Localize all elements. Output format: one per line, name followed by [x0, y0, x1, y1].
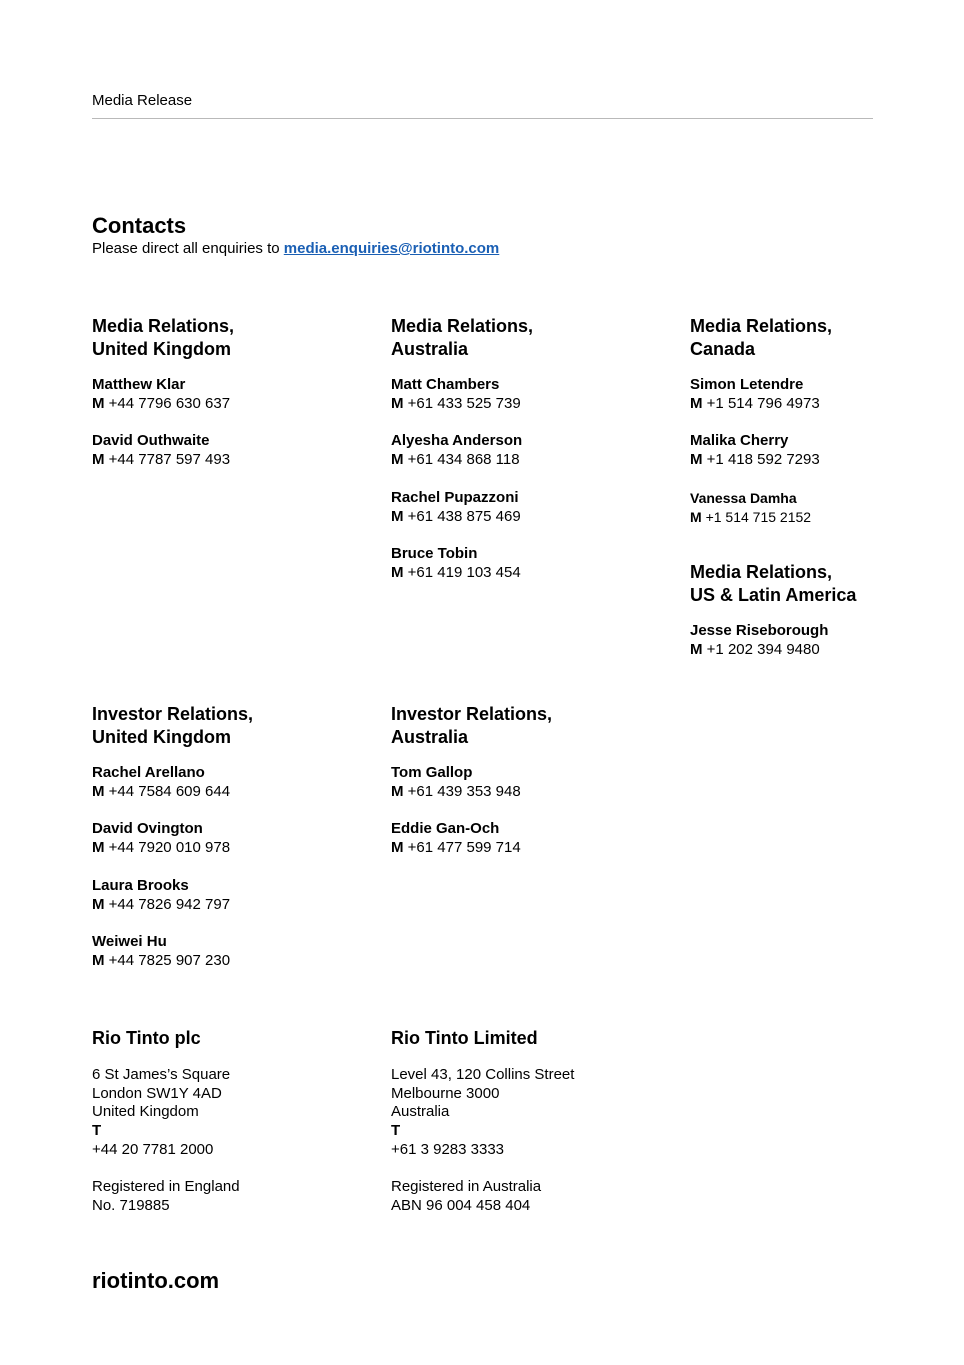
registration-line: No. 719885 — [92, 1196, 170, 1214]
section-heading-line: United Kingdom — [92, 338, 231, 359]
contact-name: Rachel Pupazzoni — [391, 488, 519, 506]
contact-phone — [690, 451, 950, 470]
contact-phone — [92, 952, 352, 971]
contact-phone — [391, 508, 651, 527]
contact-name: Tom Gallop — [391, 764, 473, 781]
contact-phone-number: +44 7920 010 978 — [108, 839, 231, 857]
address-line: Melbourne 3000 — [391, 1084, 500, 1102]
contacts-intro — [92, 240, 499, 258]
contact-name: David Outhwaite — [92, 432, 210, 450]
contact-phone — [391, 395, 651, 414]
investor-relations-australia-section — [391, 703, 651, 877]
contact-phone-number: +61 434 868 118 — [407, 451, 520, 469]
contact-phone — [92, 395, 352, 414]
contact-phone — [92, 451, 352, 470]
contact-person — [391, 764, 651, 801]
section-heading — [690, 315, 950, 360]
mobile-label: M — [92, 782, 105, 800]
contact-person — [92, 432, 352, 469]
contact-person — [391, 489, 651, 526]
footer-website: riotinto.com — [92, 1268, 220, 1293]
address-line: Level 43, 120 Collins Street — [391, 1066, 575, 1083]
contact-phone-number: +44 7584 609 644 — [108, 782, 231, 800]
contact-person — [92, 933, 352, 970]
contact-phone — [690, 395, 950, 414]
contact-name: Jesse Riseborough — [690, 622, 829, 639]
address-line: United Kingdom — [92, 1103, 199, 1121]
contact-name: Matthew Klar — [92, 376, 186, 393]
contact-name: Matt Chambers — [391, 376, 500, 393]
contact-person — [92, 376, 352, 413]
contact-name: Bruce Tobin — [391, 545, 478, 563]
contact-person — [92, 820, 352, 857]
mobile-label: M — [92, 951, 105, 969]
mobile-label: M — [391, 507, 404, 525]
company-telephone — [391, 1122, 651, 1159]
section-heading-line: Investor Relations, — [391, 704, 553, 724]
section-heading-line: United Kingdom — [92, 726, 231, 747]
registration-line: Registered in Australia — [391, 1178, 542, 1196]
media-relations-us-latam-section — [690, 561, 950, 678]
section-heading — [92, 315, 352, 360]
contact-phone-number: +44 7796 630 637 — [108, 394, 231, 412]
contact-phone — [92, 783, 352, 802]
header-label: Media Release — [92, 92, 193, 109]
section-heading — [92, 703, 352, 748]
address-line: Australia — [391, 1103, 450, 1121]
company-address — [391, 1066, 651, 1216]
media-email-link[interactable]: media.enquiries@riotinto.com — [283, 240, 500, 257]
mobile-label: M — [92, 839, 105, 857]
contact-phone-number: +1 418 592 7293 — [706, 451, 820, 469]
contact-name: Alyesha Anderson — [391, 432, 523, 450]
section-heading-line: Investor Relations, — [92, 704, 254, 724]
telephone-number: +61 3 9283 3333 — [391, 1140, 505, 1158]
mobile-label: M — [690, 508, 702, 525]
contacts-intro-text: Please direct all enquiries to — [92, 240, 280, 257]
mobile-label: M — [92, 895, 105, 913]
contact-person — [92, 764, 352, 801]
section-heading-line: Australia — [391, 338, 469, 359]
contact-phone — [391, 839, 651, 858]
section-heading-line: Australia — [391, 726, 469, 747]
contact-name: Vanessa Damha — [690, 489, 797, 506]
mobile-label: M — [690, 640, 703, 658]
mobile-label: M — [391, 563, 404, 581]
contact-phone — [690, 641, 950, 660]
contact-name: Laura Brooks — [92, 876, 189, 894]
mobile-label: M — [391, 394, 404, 412]
contact-phone-number: +1 514 796 4973 — [706, 394, 820, 412]
mobile-label: M — [92, 394, 105, 412]
rio-tinto-limited-section — [391, 1027, 651, 1216]
contacts-title: Contacts — [92, 213, 187, 238]
contact-phone-number: +1 202 394 9480 — [706, 640, 820, 658]
contact-person — [690, 376, 950, 413]
contact-person — [391, 820, 651, 857]
section-heading — [391, 703, 651, 748]
contact-name: David Ovington — [92, 820, 203, 838]
header-divider — [92, 118, 873, 119]
contact-phone — [92, 839, 352, 858]
address-line: 6 St James’s Square — [92, 1066, 231, 1083]
contact-person — [391, 545, 651, 582]
mobile-label: M — [92, 451, 105, 469]
contact-person — [690, 432, 950, 469]
contact-phone-number: +1 514 715 2152 — [705, 508, 812, 525]
contact-phone — [391, 451, 651, 470]
contact-phone — [92, 896, 352, 915]
contact-person — [690, 489, 950, 526]
registration-line: ABN 96 004 458 404 — [391, 1196, 531, 1214]
section-heading-line: Canada — [690, 338, 756, 359]
section-heading-line: Media Relations, — [92, 316, 235, 336]
contact-phone — [690, 508, 950, 527]
contact-person — [391, 432, 651, 469]
contact-name: Eddie Gan-Och — [391, 820, 500, 838]
contact-phone-number: +61 439 353 948 — [407, 782, 521, 800]
contact-person — [690, 622, 950, 659]
contact-phone-number: +44 7825 907 230 — [108, 951, 231, 969]
telephone-label: T — [391, 1122, 401, 1140]
contact-name: Rachel Arellano — [92, 764, 205, 781]
registration-line: Registered in England — [92, 1178, 240, 1196]
contact-phone-number: +61 438 875 469 — [407, 507, 521, 525]
section-heading-line: Media Relations, — [391, 316, 534, 336]
contact-phone-number: +61 419 103 454 — [407, 563, 521, 581]
media-relations-canada-section — [690, 315, 950, 545]
mobile-label: M — [391, 782, 404, 800]
address-line: London SW1Y 4AD — [92, 1084, 222, 1102]
mobile-label: M — [690, 451, 703, 469]
rio-tinto-plc-section — [92, 1027, 352, 1216]
contact-person — [391, 376, 651, 413]
company-heading: Rio Tinto Limited — [391, 1028, 538, 1048]
section-heading — [690, 561, 950, 606]
spacer — [92, 1160, 352, 1179]
company-heading: Rio Tinto plc — [92, 1028, 201, 1048]
telephone-number: +44 20 7781 2000 — [92, 1140, 214, 1158]
company-address — [92, 1066, 352, 1216]
mobile-label: M — [391, 451, 404, 469]
contact-name: Malika Cherry — [690, 432, 789, 450]
contact-phone-number: +61 477 599 714 — [407, 839, 521, 857]
contact-name: Weiwei Hu — [92, 933, 167, 951]
media-relations-australia-section — [391, 315, 651, 602]
section-heading-line: Media Relations, — [690, 562, 833, 582]
company-telephone — [92, 1122, 352, 1159]
contact-phone-number: +44 7826 942 797 — [108, 895, 231, 913]
contact-phone — [391, 783, 651, 802]
section-heading-line: Media Relations, — [690, 316, 833, 336]
contact-person — [92, 877, 352, 914]
section-heading — [391, 315, 651, 360]
media-relations-uk-section — [92, 315, 352, 489]
mobile-label: M — [391, 839, 404, 857]
mobile-label: M — [690, 394, 703, 412]
contact-phone-number: +44 7787 597 493 — [108, 451, 231, 469]
telephone-label: T — [92, 1122, 102, 1140]
contact-name: Simon Letendre — [690, 376, 804, 393]
contact-phone — [391, 564, 651, 583]
spacer — [391, 1160, 651, 1179]
contact-phone-number: +61 433 525 739 — [407, 394, 521, 412]
section-heading-line: US & Latin America — [690, 584, 857, 605]
investor-relations-uk-section — [92, 703, 352, 990]
